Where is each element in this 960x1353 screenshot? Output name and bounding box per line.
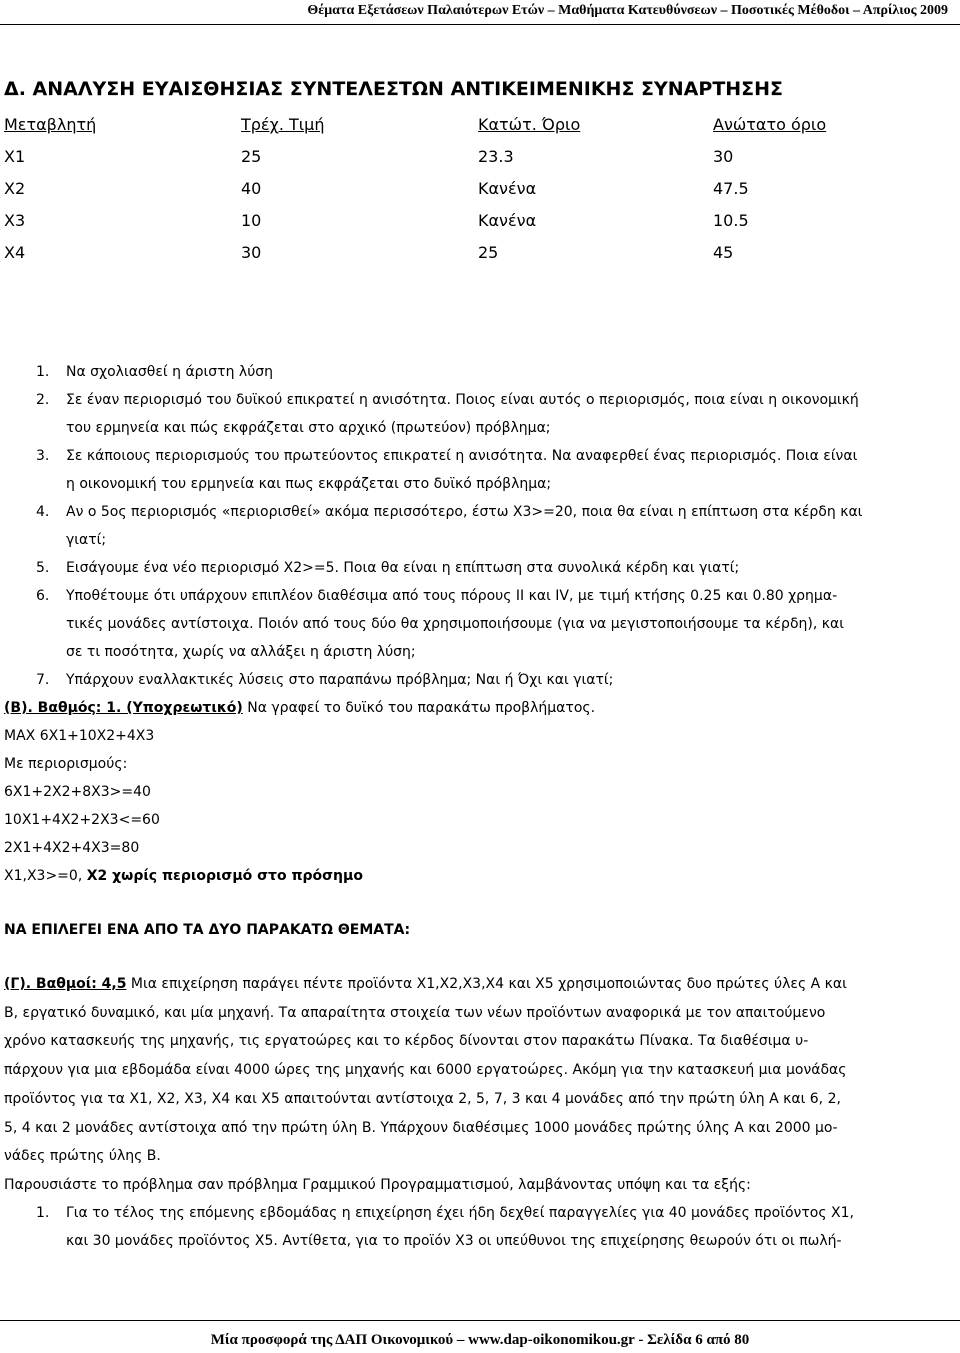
document-body [4, 70, 956, 1255]
section-c-text: 5, 4 και 2 μονάδες αντίστοιχα από την πρώτη ύλη Β. Υπάρχουν διαθέσιμες 1000 μονάδες πρώτης ύλης Α και 2000 μο- [4, 1119, 838, 1136]
condition-item [4, 1199, 956, 1255]
table-cell: 47.5 [713, 178, 749, 198]
table-cell: Χ4 [4, 242, 26, 262]
question-item [4, 582, 956, 666]
question-text: η οικονομική του ερμηνεία και πως εκφράζεται στο δυϊκό πρόβλημα; [66, 476, 552, 492]
section-c-label: (Γ). Βαθμοί: 4,5 [4, 976, 127, 992]
lp-constraint: 6Χ1+2Χ2+8Χ3>=40 [4, 784, 151, 800]
question-item [4, 498, 956, 554]
lp-nonneg-plain: Χ1,Χ3>=0, [4, 868, 87, 884]
present-instruction: Παρουσιάστε το πρόβλημα σαν πρόβλημα Γραμμικού Προγραμματισμού, λαμβάνοντας υπόψη και τα εξής: [4, 1176, 751, 1193]
question-text: Σε κάποιους περιορισμούς του πρωτεύοντος επικρατεί η ανισότητα. Να αναφερθεί ένας περιορισμός. Ποια είναι [66, 448, 858, 464]
section-c-text: χρόνο κατασκευής της μηχανής, τις εργατοώρες και το κέρδος δίνονται στον παρακάτω Πίνακα. Τα διαθέσιμα υ- [4, 1033, 809, 1050]
lp-constraint: 2Χ1+4Χ2+4Χ3=80 [4, 840, 140, 856]
question-item [4, 666, 956, 694]
question-number: 7. [36, 672, 50, 688]
table-header-cell: Κατώτ. Όριο [478, 114, 581, 134]
table-cell: 10.5 [713, 210, 749, 230]
question-text: Υποθέτουμε ότι υπάρχουν επιπλέον διαθέσιμα από τους πόρους ΙΙ και ΙV, με τιμή κτήσης 0.25 και 0.80 χρημα- [66, 588, 838, 604]
table-row [4, 204, 943, 236]
question-number: 4. [36, 504, 50, 520]
choose-notice: ΝΑ ΕΠΙΛΕΓΕΙ ΕΝΑ ΑΠΟ ΤΑ ΔΥΟ ΠΑΡΑΚΑΤΩ ΘΕΜΑΤΑ: [4, 922, 411, 938]
condition-text: Για το τέλος της επόμενης εβδομάδας η επιχείρηση έχει ήδη δεχθεί παραγγελίες για 40 μονάδες προϊόντος Χ1, [66, 1204, 854, 1221]
section-b-line [4, 694, 956, 722]
table-header-row [4, 108, 943, 140]
question-text: τικές μονάδες αντίστοιχα. Ποιόν από τους δύο θα χρησιμοποιήσουμε (για να μεγιστοποιήσουμε τα κέρδη), και [66, 616, 844, 632]
table-header-cell: Ανώτατο όριο [713, 114, 827, 134]
condition-number: 1. [36, 1204, 50, 1221]
table-cell: 45 [713, 242, 734, 262]
question-item [4, 358, 956, 386]
table-cell: 10 [241, 210, 262, 230]
spacer [4, 890, 956, 916]
question-text: Σε έναν περιορισμό του δυϊκού επικρατεί η ανισότητα. Ποιος είναι αυτός ο περιορισμός, ποια είναι η οικονομική [66, 392, 859, 408]
table-row [4, 172, 943, 204]
page-footer: Μία προσφορά της ΔΑΠ Οικονομικού – www.dap-oikonomikou.gr - Σελίδα 6 από 80 [210, 1332, 750, 1348]
table-cell: 25 [241, 146, 262, 166]
section-d-title: Δ. ΑΝΑΛΥΣΗ ΕΥΑΙΣΘΗΣΙΑΣ ΣΥΝΤΕΛΕΣΤΩΝ ΑΝΤΙΚΕΙΜΕΝΙΚΗΣ ΣΥΝΑΡΤΗΣΗΣ [4, 78, 784, 100]
section-c-text: Μια επιχείρηση παράγει πέντε προϊόντα Χ1,Χ2,Χ3,Χ4 και Χ5 χρησιμοποιώντας δυο πρώτες ύλες Α και [126, 976, 847, 992]
question-text: γιατί; [66, 532, 107, 548]
question-item [4, 442, 956, 498]
question-number: 5. [36, 560, 50, 576]
table-cell: Χ1 [4, 146, 26, 166]
question-text: Να σχολιασθεί η άριστη λύση [66, 364, 274, 380]
table-cell: 23.3 [478, 146, 514, 166]
section-c-first-line [4, 970, 956, 999]
question-text: σε τι ποσότητα, χωρίς να αλλάξει η άριστη λύση; [66, 644, 416, 660]
section-c-text: Β, εργατικό δυναμικό, και μία μηχανή. Τα απαραίτητα στοιχεία των νέων προϊόντων αναφορικά με τον απαιτούμενο [4, 1004, 826, 1021]
lp-constraint: 10Χ1+4Χ2+2Χ3<=60 [4, 812, 160, 828]
lp-nonnegativity [4, 862, 956, 890]
section-b-label: (Β). Βαθμός: 1. (Υποχρεωτικό) [4, 700, 243, 716]
table-cell: Κανένα [478, 178, 537, 198]
table-cell: Χ2 [4, 178, 26, 198]
question-item [4, 554, 956, 582]
condition-list [4, 1199, 956, 1255]
table-cell: 25 [478, 242, 499, 262]
table-header-cell: Τρέχ. Τιμή [241, 114, 325, 134]
condition-text: και 30 μονάδες προϊόντος Χ5. Αντίθετα, για το προϊόν Χ3 οι υπεύθυνοι της επιχείρησης θεωρούν ότι οι πωλή- [66, 1232, 842, 1249]
section-c-paragraph [4, 970, 956, 1171]
question-text: του ερμηνεία και πώς εκφράζεται στο αρχικό (πρωτεύον) πρόβλημα; [66, 420, 551, 436]
table-row [4, 236, 943, 268]
question-number: 1. [36, 364, 50, 380]
question-item [4, 386, 956, 442]
lp-nonneg-bold: Χ2 χωρίς περιορισμό στο πρόσημο [86, 868, 363, 884]
section-b-text: Να γραφεί το δυϊκό του παρακάτω προβλήματος. [242, 700, 596, 716]
table-cell: 30 [713, 146, 734, 166]
question-text: Εισάγουμε ένα νέο περιορισμό Χ2>=5. Ποια θα είναι η επίπτωση στα συνολικά κέρδη και γιατί; [66, 560, 740, 576]
spacer [4, 944, 956, 970]
spacer [4, 268, 956, 358]
lp-constraints-label: Με περιορισμούς: [4, 756, 128, 772]
footer-rule [0, 1320, 960, 1321]
question-number: 3. [36, 448, 50, 464]
table-cell: Κανένα [478, 210, 537, 230]
table-cell: 40 [241, 178, 262, 198]
section-c-text: πάρχουν για μια εβδομάδα είναι 4000 ώρες της μηχανής και 6000 εργατοώρες. Ακόμη για την κατασκευή μια μονάδας [4, 1062, 847, 1079]
sensitivity-table [4, 108, 943, 268]
question-number: 2. [36, 392, 50, 408]
question-list [4, 358, 956, 694]
lp-objective: ΜΑΧ 6Χ1+10Χ2+4Χ3 [4, 728, 155, 744]
question-number: 6. [36, 588, 50, 604]
table-row [4, 140, 943, 172]
table-cell: Χ3 [4, 210, 26, 230]
section-c-text: προϊόντος για τα Χ1, Χ2, Χ3, Χ4 και Χ5 απαιτούνται αντίστοιχα 2, 5, 7, 3 και 4 μονάδες από την πρώτη ύλη Α και 6, 2, [4, 1090, 841, 1107]
page-header: Θέματα Εξετάσεων Παλαιότερων Ετών – Μαθήματα Κατευθύνσεων – Ποσοτικές Μέθοδοι – Απρίλιος 2009 [307, 3, 948, 18]
table-header-cell: Μεταβλητή [4, 114, 97, 134]
question-text: Αν ο 5ος περιορισμός «περιορισθεί» ακόμα περισσότερο, έστω Χ3>=20, ποια θα είναι η επίπτωση στα κέρδη και [66, 504, 863, 520]
header-rule [0, 24, 960, 25]
table-cell: 30 [241, 242, 262, 262]
question-text: Υπάρχουν εναλλακτικές λύσεις στο παραπάνω πρόβλημα; Ναι ή Όχι και γιατί; [66, 672, 614, 688]
section-c-text: νάδες πρώτης ύλης Β. [4, 1148, 161, 1165]
